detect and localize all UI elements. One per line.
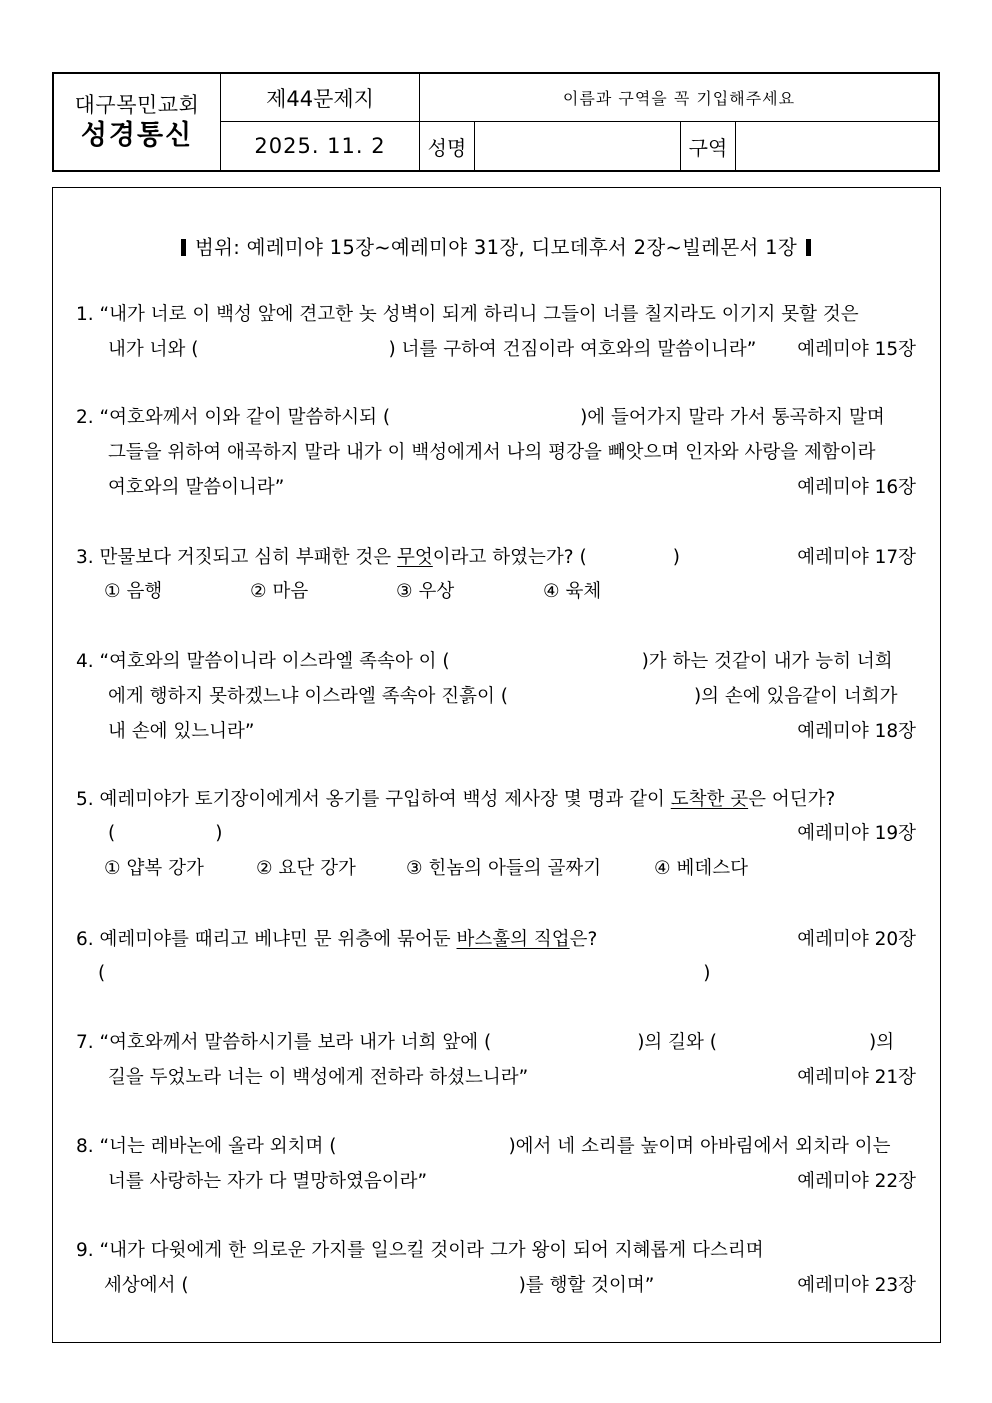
area-label: 구역: [688, 135, 728, 160]
bible-reference: 예레미야 17장: [797, 547, 916, 568]
question-text: “내가 다윗에게 한 의로운 가지를 일으킬 것이라 그가 왕이 되어 지혜롭게 다스리며: [99, 1240, 764, 1261]
bar-mark-right: [806, 239, 811, 256]
question-text: )에 들어가지 말라 가서 통곡하지 말며: [580, 407, 885, 428]
option-2[interactable]: ② 마음: [250, 581, 309, 602]
question-text: )에서 네 소리를 높이며 아바림에서 외치라 이는: [508, 1136, 891, 1157]
range-text: 범위: 예레미야 15장~예레미야 31장, 디모데후서 2장~빌레몬서 1장: [194, 236, 798, 259]
issue-number: 제44문제지: [266, 86, 374, 111]
name-label: 성명: [427, 135, 467, 160]
question-text: ) 너를 구하여 건짐이라 여호와의 말씀이니라”: [388, 339, 757, 360]
question-text: 예레미야가 토기장이에게서 옹기를 구입하여 백성 제사장 몇 명과 같이: [99, 789, 671, 810]
question-text: 너를 사랑하는 자가 다 멸망하였음이라”: [108, 1171, 428, 1192]
option-1[interactable]: ① 얍복 강가: [104, 858, 204, 879]
bible-reference: 예레미야 21장: [797, 1067, 916, 1088]
bible-reference: 예레미야 15장: [797, 339, 916, 360]
bible-reference: 예레미야 20장: [797, 929, 916, 950]
option-2[interactable]: ② 요단 강가: [256, 858, 356, 879]
underlined-keyword: 바스훌의 직업: [456, 929, 570, 950]
option-4[interactable]: ④ 베데스다: [654, 858, 748, 879]
question-number: 9.: [76, 1240, 94, 1261]
question-text: 여호와의 말씀이니라”: [108, 477, 285, 498]
question-text: 그들을 위하여 애곡하지 말라 내가 이 백성에게서 나의 평강을 빼앗으며 인자와 사랑을 제함이라: [108, 442, 876, 463]
question-text: 이라고 하였는가? (: [432, 547, 587, 568]
church-name: 대구목민교회: [74, 93, 200, 117]
question-text: (: [108, 823, 116, 844]
underlined-keyword: 도착한 곳: [670, 789, 749, 810]
question-number: 6.: [76, 929, 94, 950]
question-number: 4.: [76, 651, 94, 672]
bible-reference: 예레미야 16장: [797, 477, 916, 498]
name-field[interactable]: [475, 122, 680, 170]
bar-mark-left: [181, 239, 186, 256]
question-text: “여호와께서 말씀하시기를 보라 내가 너희 앞에 (: [99, 1032, 492, 1053]
bible-reference: 예레미야 19장: [797, 823, 916, 844]
question-number: 5.: [76, 789, 94, 810]
question-text: )가 하는 것같이 내가 능히 너희: [641, 651, 893, 672]
underlined-keyword: 무엇: [397, 547, 433, 568]
question-text: 내가 너와 (: [108, 339, 199, 360]
question-text: ): [672, 547, 680, 568]
question-number: 2.: [76, 407, 94, 428]
question-text: ): [703, 963, 711, 984]
question-text: )의: [869, 1032, 895, 1053]
bible-reference: 예레미야 23장: [797, 1275, 916, 1296]
question-text: 길을 두었노라 너는 이 백성에게 전하라 하셨느니라”: [108, 1067, 529, 1088]
option-1[interactable]: ① 음행: [104, 581, 163, 602]
question-text: (: [98, 963, 106, 984]
question-text: “여호와의 말씀이니라 이스라엘 족속아 이 (: [99, 651, 450, 672]
issue-date: 2025. 11. 2: [254, 134, 386, 158]
church-title-cell: [54, 74, 220, 170]
question-number: 7.: [76, 1032, 94, 1053]
question-text: “여호와께서 이와 같이 말씀하시되 (: [99, 407, 391, 428]
question-text: )의 손에 있음같이 너희가: [693, 686, 898, 707]
option-3[interactable]: ③ 우상: [396, 581, 455, 602]
bible-reference: 예레미야 18장: [797, 721, 916, 742]
publication-title: 성경통신: [80, 120, 194, 151]
question-text: )를 행할 것이며”: [518, 1275, 655, 1296]
question-number: 1.: [76, 304, 94, 325]
option-4[interactable]: ④ 육체: [543, 581, 602, 602]
question-text: ): [215, 823, 223, 844]
bible-reference: 예레미야 22장: [797, 1171, 916, 1192]
header-table: [52, 72, 940, 172]
question-text: )의 길와 (: [637, 1032, 717, 1053]
option-3[interactable]: ③ 힌놈의 아들의 골짜기: [406, 858, 602, 879]
question-text: “너는 레바논에 올라 외치며 (: [99, 1136, 337, 1157]
question-text: “내가 너로 이 백성 앞에 견고한 놋 성벽이 되게 하리니 그들이 너를 칠지라도 이기지 못할 것은: [99, 304, 859, 325]
question-text: 은?: [569, 929, 598, 950]
area-field[interactable]: [736, 122, 938, 170]
range-line: [0, 232, 992, 260]
question-number: 8.: [76, 1136, 94, 1157]
question-text: 세상에서 (: [104, 1275, 189, 1296]
question-text: 만물보다 거짓되고 심히 부패한 것은: [99, 547, 398, 568]
question-number: 3.: [76, 547, 94, 568]
question-text: 은 어딘가?: [748, 789, 836, 810]
question-text: 예레미야를 때리고 베냐민 문 위층에 묶어둔: [99, 929, 457, 950]
question-text: 내 손에 있느니라”: [108, 721, 255, 742]
fill-in-notice: 이름과 구역을 꼭 기입해주세요: [562, 89, 796, 108]
question-text: 에게 행하지 못하겠느냐 이스라엘 족속아 진흙이 (: [108, 686, 508, 707]
